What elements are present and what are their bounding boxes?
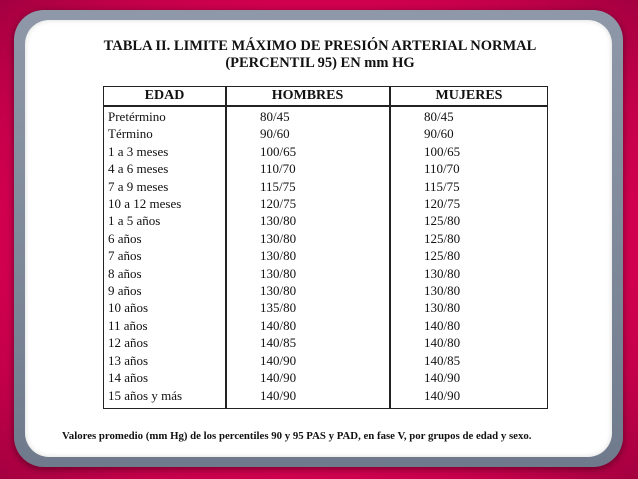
table-title <box>60 38 580 72</box>
age-cell: 10 años <box>108 300 149 316</box>
age-cell: Término <box>108 126 153 142</box>
mujeres-cell: 125/80 <box>424 213 461 229</box>
hombres-cell: 100/65 <box>260 143 297 159</box>
age-cell: 11 años <box>108 317 148 333</box>
age-cell: 9 años <box>108 283 142 299</box>
hombres-cell: 90/60 <box>260 126 290 142</box>
mujeres-cell: 140/80 <box>424 335 461 351</box>
hombres-cell: 135/80 <box>260 300 297 316</box>
hombres-cell: 140/90 <box>260 370 297 386</box>
hombres-cell: 130/80 <box>260 283 297 299</box>
hombres-cell: 130/80 <box>260 265 297 281</box>
mujeres-column <box>424 108 460 404</box>
footnote: Valores promedio (mm Hg) de los percentiles 90 y 95 PAS y PAD, en fase V, por grupos de edad y sexo. <box>62 430 532 442</box>
blood-pressure-table <box>103 86 548 409</box>
header-hombres: HOMBRES <box>271 88 344 103</box>
mujeres-cell: 110/70 <box>424 161 460 177</box>
mujeres-cell: 125/80 <box>424 248 461 264</box>
mujeres-cell: 140/90 <box>424 387 461 403</box>
header-divider <box>104 105 547 107</box>
age-column <box>108 108 182 404</box>
age-cell: 13 años <box>108 352 149 368</box>
mujeres-cell: 80/45 <box>424 109 454 124</box>
mujeres-cell: 130/80 <box>424 265 461 281</box>
hombres-cell: 140/80 <box>260 317 297 333</box>
mujeres-cell: 140/85 <box>424 352 461 368</box>
mujeres-cell: 140/90 <box>424 370 461 386</box>
header-edad: EDAD <box>144 88 185 103</box>
mujeres-cell: 120/75 <box>424 196 461 212</box>
hombres-cell: 110/70 <box>260 161 296 177</box>
hombres-cell: 130/80 <box>260 213 297 229</box>
header-mujeres: MUJERES <box>435 88 503 103</box>
title-line-1: TABLA II. LIMITE MÁXIMO DE PRESIÓN ARTERIAL NORMAL <box>103 38 537 54</box>
column-divider-1 <box>225 87 227 408</box>
hombres-column <box>260 108 296 404</box>
age-cell: 14 años <box>108 370 149 386</box>
mujeres-cell: 130/80 <box>424 300 461 316</box>
hombres-cell: 130/80 <box>260 230 297 246</box>
mujeres-cell: 125/80 <box>424 230 461 246</box>
mujeres-cell: 90/60 <box>424 126 454 142</box>
age-cell: 4 a 6 meses <box>108 161 169 177</box>
hombres-cell: 115/75 <box>260 178 296 194</box>
age-cell: 7 años <box>108 248 142 264</box>
mujeres-cell: 130/80 <box>424 283 461 299</box>
hombres-cell: 140/85 <box>260 335 297 351</box>
age-cell: 1 a 3 meses <box>108 143 169 159</box>
age-cell: 8 años <box>108 265 142 281</box>
mujeres-cell: 140/80 <box>424 317 461 333</box>
hombres-cell: 130/80 <box>260 248 297 264</box>
hombres-cell: 80/45 <box>260 109 290 124</box>
age-cell: 1 a 5 años <box>108 213 161 229</box>
mujeres-cell: 100/65 <box>424 143 461 159</box>
age-cell: 10 a 12 meses <box>108 196 182 212</box>
mujeres-cell: 115/75 <box>424 178 460 194</box>
age-cell: 6 años <box>108 230 142 246</box>
age-cell: 7 a 9 meses <box>108 178 169 194</box>
age-cell: Pretérmino <box>108 109 166 124</box>
column-divider-2 <box>389 87 391 408</box>
hombres-cell: 140/90 <box>260 352 297 368</box>
age-cell: 15 años y más <box>108 387 183 403</box>
hombres-cell: 120/75 <box>260 196 297 212</box>
hombres-cell: 140/90 <box>260 387 297 403</box>
title-line-2: (PERCENTIL 95) EN mm HG <box>225 55 415 71</box>
age-cell: 12 años <box>108 335 149 351</box>
